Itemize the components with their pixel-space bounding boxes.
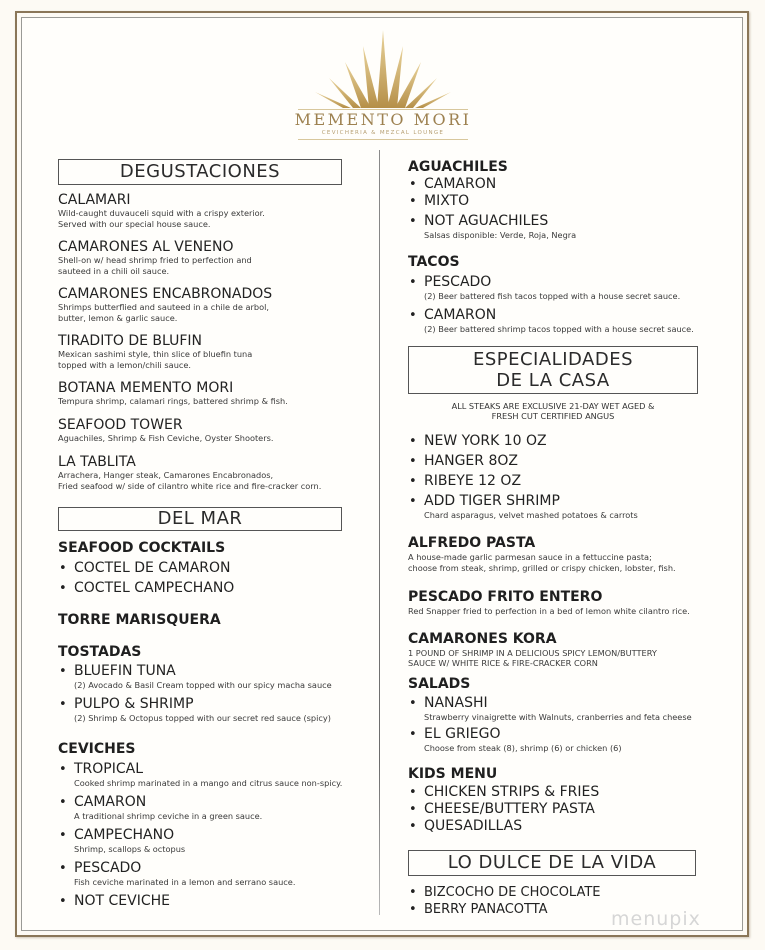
item-name: • PULPO & SHRIMP	[74, 696, 194, 712]
list-item	[58, 696, 358, 724]
item-name: • CAMPECHANO	[74, 827, 175, 843]
list-item: • COCTEL CAMPECHANO	[58, 580, 358, 597]
menu-item-tiradito	[58, 333, 358, 371]
item-name: • EL GRIEGO	[424, 726, 501, 742]
category-seafood-cocktails	[58, 540, 358, 597]
category-tostadas	[58, 644, 358, 724]
item-desc: butter, lemon & garlic sauce.	[58, 313, 178, 323]
section-title-del-mar: DEL MAR	[58, 507, 342, 531]
logo-rule-bottom	[298, 139, 468, 140]
menu-item-camarones-kora	[408, 631, 708, 668]
item-desc: Cooked shrimp marinated in a mango and citrus sauce non-spicy.	[74, 778, 343, 788]
section-title-especialidades	[408, 346, 698, 394]
item-desc: Shrimps butterflied and sauteed in a chile de arbol,	[58, 302, 269, 312]
category-title: TORRE MARISQUERA	[58, 612, 221, 628]
list-item: • NEW YORK 10 OZ	[408, 433, 708, 450]
list-item	[408, 726, 708, 754]
steaks-note	[408, 401, 698, 421]
item-desc: SAUCE W/ WHITE RICE & FIRE-CRACKER CORN	[408, 658, 598, 668]
list-item: • RIBEYE 12 OZ	[408, 473, 708, 490]
item-desc: (2) Beer battered fish tacos topped with a house secret sauce.	[424, 291, 681, 301]
item-desc: Strawberry vinaigrette with Walnuts, cranberries and feta cheese	[424, 712, 692, 722]
list-item: • NOT CEVICHE	[58, 893, 358, 910]
item-name: BOTANA MEMENTO MORI	[58, 380, 234, 396]
list-item: • HANGER 8OZ	[408, 453, 708, 470]
list-item: • QUESADILLAS	[408, 818, 708, 835]
logo-tagline: CEVICHERIA & MEZCAL LOUNGE	[321, 130, 445, 136]
item-name: CAMARONES AL VENENO	[58, 239, 234, 255]
list-item: • MIXTO	[408, 193, 708, 210]
list-item	[408, 274, 708, 302]
category-title: TACOS	[408, 254, 460, 270]
item-name: CALAMARI	[58, 192, 131, 208]
agave-leaves-icon	[303, 26, 463, 112]
category-title: PESCADO FRITO ENTERO	[408, 589, 603, 605]
category-salads	[408, 676, 708, 754]
item-desc: Fried seafood w/ side of cilantro white rice and fire-cracker corn.	[58, 481, 322, 491]
category-title: CEVICHES	[58, 741, 136, 757]
watermark: menupix	[611, 908, 701, 930]
item-desc: Fish ceviche marinated in a lemon and serrano sauce.	[74, 877, 296, 887]
category-kids-menu	[408, 766, 708, 835]
item-desc: Mexican sashimi style, thin slice of bluefin tuna	[58, 349, 253, 359]
title-line-1: ESPECIALIDADES	[472, 349, 634, 370]
item-name: TIRADITO DE BLUFIN	[58, 333, 203, 349]
item-name: • NOT AGUACHILES	[424, 213, 549, 229]
item-desc: Served with our special house sauce.	[58, 219, 211, 229]
list-item	[58, 860, 358, 888]
note-line: FRESH CUT CERTIFIED ANGUS	[491, 411, 615, 421]
list-item	[58, 663, 358, 691]
list-item	[58, 794, 358, 822]
item-desc: Tempura shrimp, calamari rings, battered shrimp & fish.	[58, 396, 288, 406]
title-line-2: DE LA CASA	[496, 370, 610, 391]
salsas-note: Salsas disponible: Verde, Roja, Negra	[424, 230, 577, 240]
list-item	[58, 827, 358, 855]
item-desc: choose from steak, shrimp, grilled or crispy chicken, lobster, fish.	[408, 563, 676, 573]
item-name: • BLUEFIN TUNA	[74, 663, 176, 679]
item-desc: Chard asparagus, velvet mashed potatoes & carrots	[424, 510, 638, 520]
column-divider	[379, 150, 380, 915]
list-item: • CHEESE/BUTTERY PASTA	[408, 801, 708, 818]
section-title-lo-dulce: LO DULCE DE LA VIDA	[408, 850, 696, 876]
category-title: SALADS	[408, 676, 471, 692]
menu-item-alfredo-pasta	[408, 535, 708, 574]
list-item	[58, 761, 358, 789]
item-name: • CAMARON	[74, 794, 147, 810]
category-title: KIDS MENU	[408, 766, 498, 782]
section-title-degustaciones: DEGUSTACIONES	[58, 159, 342, 185]
item-desc: (2) Avocado & Basil Cream topped with our spicy macha sauce	[74, 680, 332, 690]
category-title: AGUACHILES	[408, 159, 508, 175]
list-item: • BIZCOCHO DE CHOCOLATE	[408, 884, 708, 901]
category-tacos	[408, 254, 708, 335]
item-desc: topped with a lemon/chili sauce.	[58, 360, 192, 370]
item-desc: Shell-on w/ head shrimp fried to perfection and	[58, 255, 252, 265]
menu-item-la-tablita	[58, 454, 358, 492]
item-desc: Red Snapper fried to perfection in a bed of lemon white cilantro rice.	[408, 606, 690, 616]
category-aguachiles	[408, 159, 708, 241]
list-item	[408, 493, 708, 521]
category-title: ALFREDO PASTA	[408, 535, 536, 551]
category-torre-marisquera	[58, 612, 358, 629]
item-desc: A traditional shrimp ceviche in a green sauce.	[74, 811, 263, 821]
item-name: • PESCADO	[424, 274, 492, 290]
item-desc: Choose from steak (8), shrimp (6) or chicken (6)	[424, 743, 622, 753]
item-desc: (2) Shrimp & Octopus topped with our secret red sauce (spicy)	[74, 713, 331, 723]
menu-item-calamari	[58, 192, 358, 230]
list-item: • CHICKEN STRIPS & FRIES	[408, 784, 708, 801]
item-desc: A house-made garlic parmesan sauce in a fettuccine pasta;	[408, 552, 652, 562]
item-desc: Shrimp, scallops & octopus	[74, 844, 186, 854]
steak-list	[408, 431, 708, 521]
item-name: LA TABLITA	[58, 454, 136, 470]
item-name: • TROPICAL	[74, 761, 144, 777]
list-item	[408, 213, 708, 241]
item-name: • NANASHI	[424, 695, 488, 711]
menu-item-pescado-frito	[408, 589, 708, 617]
category-title: TOSTADAS	[58, 644, 142, 660]
logo-name: MEMENTO MORI	[294, 110, 472, 129]
menu-item-seafood-tower	[58, 417, 358, 444]
item-desc: (2) Beer battered shrimp tacos topped with a house secret sauce.	[424, 324, 694, 334]
item-name: SEAFOOD TOWER	[58, 417, 183, 433]
item-name: CAMARONES ENCABRONADOS	[58, 286, 273, 302]
menu-item-camarones-encabronados	[58, 286, 358, 324]
item-desc: Arrachera, Hanger steak, Camarones Encabronados,	[58, 470, 274, 480]
item-desc: 1 POUND OF SHRIMP IN A DELICIOUS SPICY LEMON/BUTTERY	[408, 648, 657, 658]
list-item	[408, 307, 708, 335]
menu-item-botana	[58, 380, 358, 407]
item-desc: Wild-caught duvauceli squid with a crispy exterior.	[58, 208, 265, 218]
list-item: • COCTEL DE CAMARON	[58, 560, 358, 577]
list-item: • CAMARON	[408, 176, 708, 193]
item-name: • PESCADO	[74, 860, 142, 876]
category-title: SEAFOOD COCKTAILS	[58, 540, 226, 556]
category-ceviches	[58, 741, 358, 910]
item-desc: Aguachiles, Shrimp & Fish Ceviche, Oyster Shooters.	[58, 433, 274, 443]
list-item: • BERRY PANACOTTA	[408, 901, 708, 918]
item-name: • CAMARON	[424, 307, 497, 323]
note-line: ALL STEAKS ARE EXCLUSIVE 21-DAY WET AGED &	[451, 401, 655, 411]
menu-item-camarones-al-veneno	[58, 239, 358, 277]
category-title: CAMARONES KORA	[408, 631, 557, 647]
item-desc: sauteed in a chili oil sauce.	[58, 266, 170, 276]
item-name: • ADD TIGER SHRIMP	[424, 493, 560, 509]
logo	[290, 26, 476, 146]
list-item	[408, 695, 708, 723]
